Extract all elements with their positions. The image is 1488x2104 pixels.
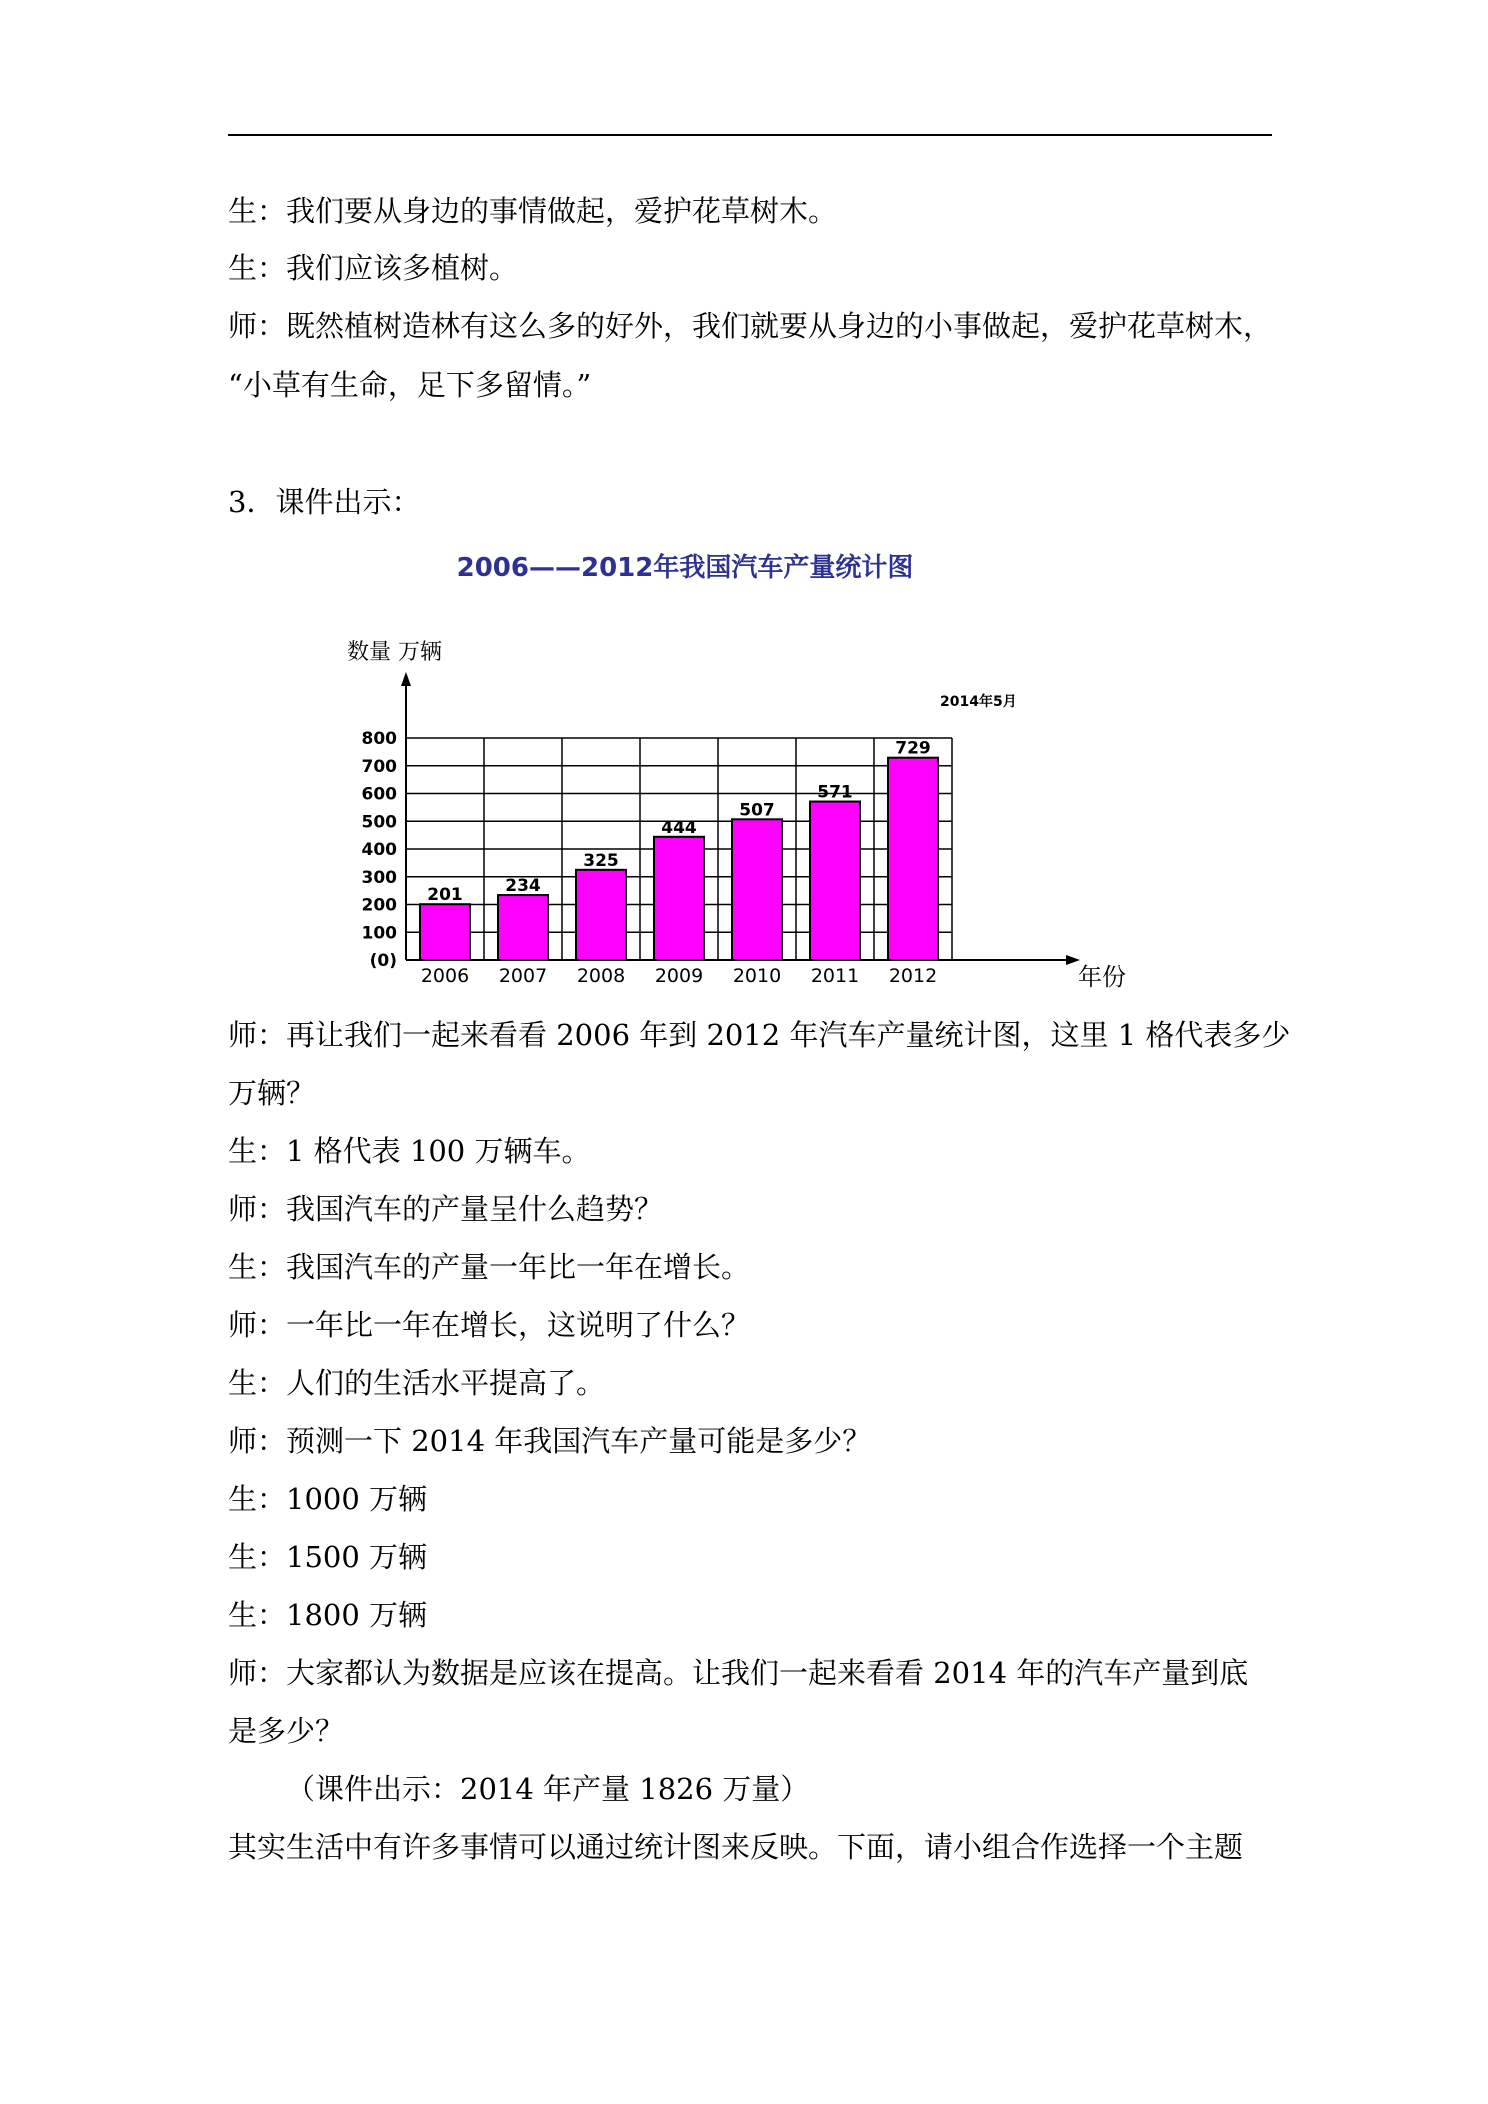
bar-2011: [810, 802, 860, 960]
paragraph-line: 是多少？: [228, 1714, 345, 1748]
paragraph-line: 师：一年比一年在增长，这说明了什么？: [228, 1308, 751, 1342]
bar-value-label: 201: [427, 885, 463, 906]
x-tick-label: 2008: [576, 965, 626, 987]
paragraph-line: 师：预测一下 2014 年我国汽车产量可能是多少？: [228, 1424, 872, 1458]
paragraph-line: 生：人们的生活水平提高了。: [228, 1366, 606, 1400]
paragraph-line: 师：再让我们一起来看看 2006 年到 2012 年汽车产量统计图，这里 1 格代表多少: [228, 1018, 1291, 1052]
section-heading: 3．课件出示：: [228, 485, 421, 519]
bar-2006: [420, 904, 470, 960]
x-tick-label: 2011: [810, 965, 860, 987]
bar-value-label: 234: [505, 876, 541, 897]
y-tick-label: 600: [361, 784, 397, 805]
bar-2010: [732, 819, 782, 960]
bar-2012: [888, 758, 938, 960]
bar-value-label: 507: [739, 800, 775, 821]
paragraph-line: （课件出示：2014 年产量 1826 万量）: [286, 1772, 810, 1806]
y-tick-label: (0): [369, 951, 397, 971]
paragraph-line: “小草有生命，足下多留情。”: [228, 368, 592, 402]
paragraph-line: 万辆？: [228, 1076, 316, 1110]
bar-2007: [498, 895, 548, 960]
y-tick-label: 800: [361, 729, 397, 749]
y-tick-label: 700: [361, 756, 397, 777]
paragraph-line: 生：我国汽车的产量一年比一年在增长。: [228, 1250, 751, 1284]
paragraph-line: 生：1000 万辆: [228, 1482, 428, 1516]
paragraph-line: 生：1500 万辆: [228, 1540, 428, 1574]
y-tick-label: 500: [361, 812, 397, 833]
x-tick-label: 2007: [498, 965, 548, 987]
y-tick-label: 300: [361, 867, 397, 888]
y-axis-arrow-icon: [401, 672, 411, 686]
bar-value-label: 444: [661, 817, 697, 838]
y-tick-label: 400: [361, 840, 397, 860]
y-axis-label: 数量 万辆: [347, 640, 442, 665]
chart-annotation: 2014年5月: [940, 694, 1017, 710]
car-production-chart: [0, 0, 1488, 1000]
paragraph-line: 生：我们要从身边的事情做起，爱护花草树木。: [228, 194, 838, 228]
paragraph-line: 生：1800 万辆: [228, 1598, 428, 1632]
x-tick-label: 2012: [888, 965, 938, 987]
paragraph-line: 师：既然植树造林有这么多的好外，我们就要从身边的小事做起，爱护花草树木，: [228, 309, 1273, 343]
paragraph-line: 师：大家都认为数据是应该在提高。让我们一起来看看 2014 年的汽车产量到底: [228, 1656, 1249, 1690]
y-tick-label: 200: [361, 895, 397, 916]
x-tick-label: 2010: [732, 965, 782, 987]
x-axis-label: 年份: [1078, 963, 1126, 991]
paragraph-line: 生：我们应该多植树。: [228, 251, 519, 285]
chart-title: 2006——2012年我国汽车产量统计图: [456, 553, 914, 583]
bar-2009: [654, 837, 704, 960]
bar-2008: [576, 870, 626, 960]
paragraph-line: 其实生活中有许多事情可以通过统计图来反映。下面，请小组合作选择一个主题: [228, 1830, 1244, 1864]
bar-value-label: 729: [895, 738, 931, 759]
bar-value-label: 325: [583, 850, 619, 871]
paragraph-line: 生：1 格代表 100 万辆车。: [228, 1134, 591, 1168]
x-tick-label: 2009: [654, 965, 704, 987]
bar-value-label: 571: [817, 782, 853, 803]
paragraph-line: 师：我国汽车的产量呈什么趋势？: [228, 1192, 664, 1226]
x-tick-label: 2006: [420, 965, 470, 987]
y-tick-label: 100: [361, 923, 397, 944]
